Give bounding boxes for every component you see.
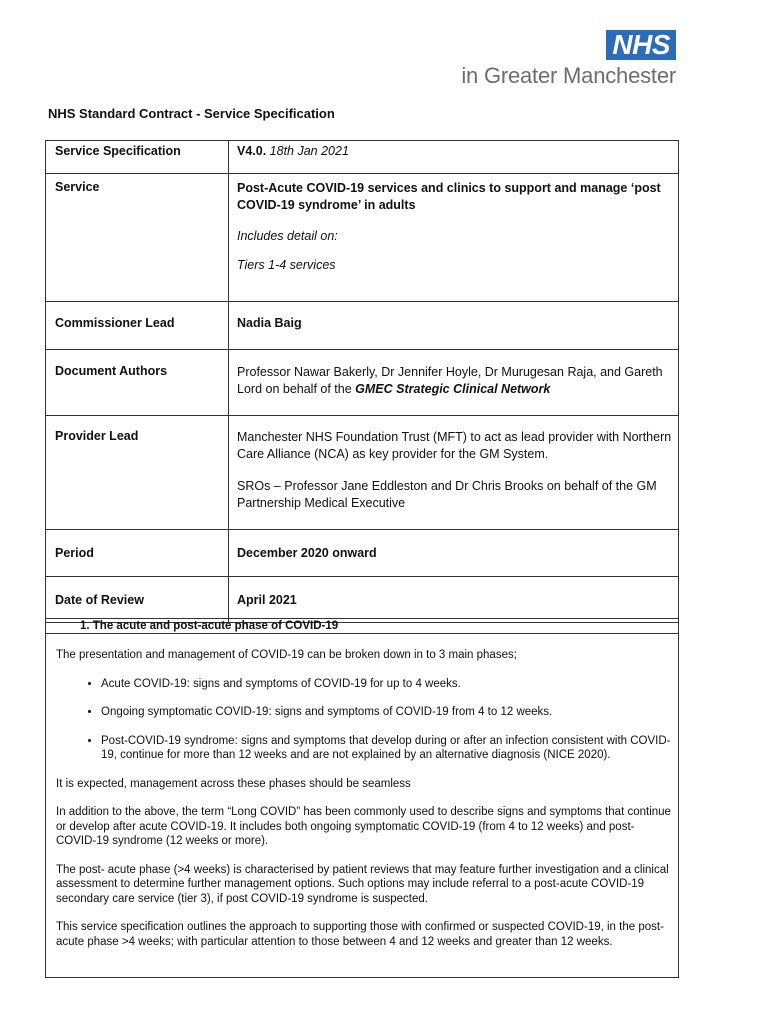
label-commissioner: Commissioner Lead [46,302,229,350]
service-title: Post-Acute COVID-19 services and clinics to support and manage ‘post COVID-19 syndrome’ in adults [237,181,661,212]
provider-para-2: SROs – Professor Jane Eddleston and Dr Chris Brooks on behalf of the GM Partnership Medical Executive [237,479,657,510]
row-date-of-review [46,577,679,623]
row-service [46,174,679,302]
section-body [46,634,678,949]
label-document-authors: Document Authors [46,350,229,416]
row-provider-lead [46,416,679,530]
phase-item-acute: • Acute COVID-19: signs and symptoms of COVID-19 for up to 4 weeks. [101,677,672,692]
label-service: Service [46,174,229,302]
authors-network: GMEC Strategic Clinical Network [355,382,551,396]
label-date-of-review: Date of Review [46,577,229,623]
section-acute-post-acute [45,618,679,978]
nhs-logo-mark: NHS [606,30,676,60]
nhs-gm-logo [461,30,676,89]
label-service-specification: Service Specification [46,141,229,174]
row-commissioner [46,302,679,350]
row-service-specification [46,141,679,174]
section-intro: The presentation and management of COVID-19 can be broken down in to 3 main phases; [56,649,517,661]
value-service-specification [229,141,679,174]
phase-item-ongoing: • Ongoing symptomatic COVID-19: signs and symptoms of COVID-19 from 4 to 12 weeks. [101,705,672,720]
value-date-of-review: April 2021 [229,577,679,623]
para-post-acute: The post- acute phase (>4 weeks) is characterised by patient reviews that may feature further investigation and a clinical assessment to determine further management options. Such options may include referral to a post-acute COVID-19 secondary care service (tier 3), if post COVID-19 syndrome is suspected. [56,863,669,905]
value-period: December 2020 onward [229,530,679,577]
service-detail-item: Tiers 1-4 services [237,258,336,272]
document-title: NHS Standard Contract - Service Specification [48,106,335,121]
section-title: 1. The acute and post-acute phase of COVID-19 [46,619,678,634]
para-long-covid: In addition to the above, the term “Long COVID” has been commonly used to describe signs and symptoms that continue or develop after acute COVID-19. It includes both ongoing symptomatic COVID-19 (from 4 to 12 weeks) and post-COVID-19 syndrome (12 weeks or more). [56,806,671,847]
row-document-authors [46,350,679,416]
phase-list [56,677,672,763]
row-period [46,530,679,577]
para-outline: This service specification outlines the approach to supporting those with confirmed or suspected COVID-19, in the post-acute phase >4 weeks; with particular attention to those between 4 and 12 weeks and greater than 12 weeks. [56,921,664,948]
spec-version: V4.0. [237,144,267,158]
value-provider-lead [229,416,679,530]
authors-text: Professor Nawar Bakerly, Dr Jennifer Hoyle, Dr Murugesan Raja, and Gareth Lord on behalf of the [237,365,663,396]
logo-subtitle: in Greater Manchester [461,63,676,88]
spec-date: 18th Jan 2021 [269,144,349,158]
service-spec-table [45,140,679,623]
value-service [229,174,679,302]
para-seamless: It is expected, management across these phases should be seamless [56,777,411,790]
phase-item-post-covid: • Post-COVID-19 syndrome: signs and symptoms that develop during or after an infection consistent with COVID-19, continue for more than 12 weeks and are not explained by an alternative diagnosis (NICE 2020). [101,734,672,763]
label-period: Period [46,530,229,577]
service-detail-intro: Includes detail on: [237,229,338,243]
label-provider-lead: Provider Lead [46,416,229,530]
provider-para-1: Manchester NHS Foundation Trust (MFT) to act as lead provider with Northern Care Alliance (NCA) as key provider for the GM System. [237,430,672,461]
value-commissioner: Nadia Baig [229,302,679,350]
value-document-authors [229,350,679,416]
